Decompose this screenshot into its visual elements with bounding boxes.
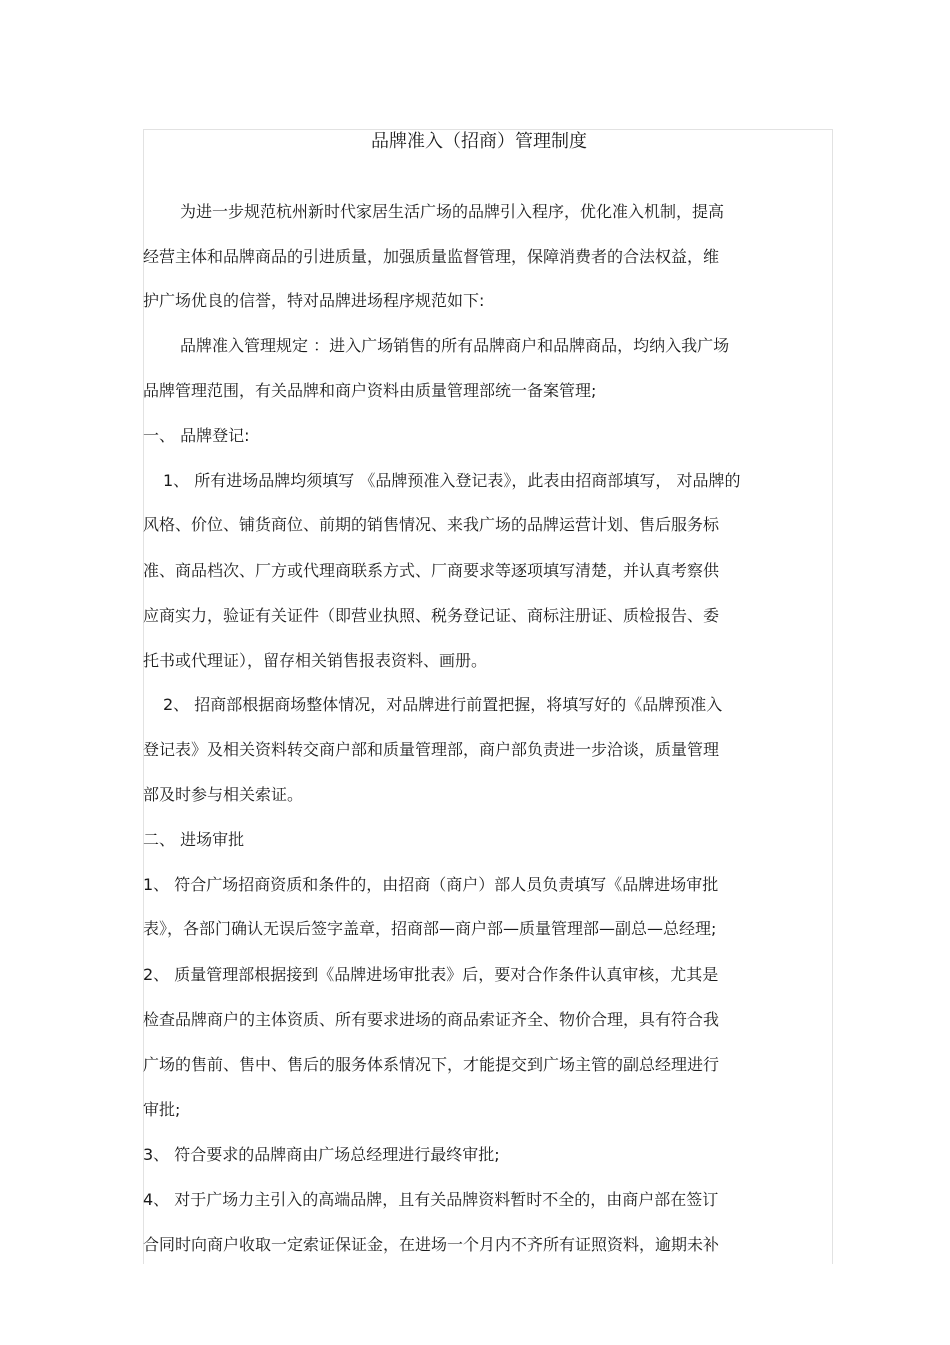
list-item-line: 1、 所有进场品牌均须填写 《品牌预准入登记表》，此表由招商部填写， 对品牌的 bbox=[163, 471, 741, 490]
paragraph-line: 部及时参与相关索证。 bbox=[143, 785, 304, 804]
paragraph-line: 品牌管理范围，有关品牌和商户资料由质量管理部统一备案管理; bbox=[143, 381, 597, 400]
list-item-line: 2、 招商部根据商场整体情况，对品牌进行前置把握，将填写好的《品牌预准入 bbox=[163, 695, 723, 714]
paragraph-line: 护广场优良的信誉，特对品牌进场程序规范如下: bbox=[143, 291, 485, 310]
paragraph-line: 品牌准入管理规定 ：进入广场销售的所有品牌商户和品牌商品，均纳入我广场 bbox=[180, 336, 730, 355]
paragraph-line: 表》，各部门确认无误后签字盖章，招商部—商户部—质量管理部—副总—总经理; bbox=[143, 919, 717, 938]
paragraph-line: 广场的售前、售中、售后的服务体系情况下，才能提交到广场主管的副总经理进行 bbox=[143, 1055, 720, 1074]
paragraph-line: 检查品牌商户的主体资质、所有要求进场的商品索证齐全、物价合理，具有符合我 bbox=[143, 1010, 720, 1029]
paragraph-line: 应商实力，验证有关证件（即营业执照、税务登记证、商标注册证、质检报告、委 bbox=[143, 606, 720, 625]
paragraph-line: 风格、价位、铺货商位、前期的销售情况、来我广场的品牌运营计划、售后服务标 bbox=[143, 515, 720, 534]
paragraph-line: 经营主体和品牌商品的引进质量，加强质量监督管理，保障消费者的合法权益，维 bbox=[143, 247, 720, 266]
section-heading: 一、 品牌登记: bbox=[143, 426, 250, 445]
paragraph-line: 为进一步规范杭州新时代家居生活广场的品牌引入程序，优化准入机制，提高 bbox=[180, 202, 725, 221]
paragraph-line: 托书或代理证），留存相关销售报表资料、画册。 bbox=[143, 651, 488, 670]
section-heading: 二、 进场审批 bbox=[143, 830, 245, 849]
paragraph-line: 合同时向商户收取一定索证保证金，在进场一个月内不齐所有证照资料，逾期未补 bbox=[143, 1235, 720, 1254]
document-title: 品牌准入（招商）管理制度 bbox=[371, 131, 587, 152]
list-item-line: 3、 符合要求的品牌商由广场总经理进行最终审批; bbox=[143, 1145, 500, 1164]
paragraph-line: 审批; bbox=[143, 1100, 181, 1119]
paragraph-line: 登记表》及相关资料转交商户部和质量管理部，商户部负责进一步洽谈，质量管理 bbox=[143, 740, 720, 759]
list-item-line: 4、 对于广场力主引入的高端品牌，且有关品牌资料暂时不全的，由商户部在签订 bbox=[143, 1190, 719, 1209]
list-item-line: 2、 质量管理部根据接到《品牌进场审批表》后，要对合作条件认真审核，尤其是 bbox=[143, 965, 719, 984]
list-item-line: 1、 符合广场招商资质和条件的，由招商（商户）部人员负责填写《品牌进场审批 bbox=[143, 875, 719, 894]
paragraph-line: 准、商品档次、厂方或代理商联系方式、厂商要求等逐项填写清楚，并认真考察供 bbox=[143, 561, 720, 580]
